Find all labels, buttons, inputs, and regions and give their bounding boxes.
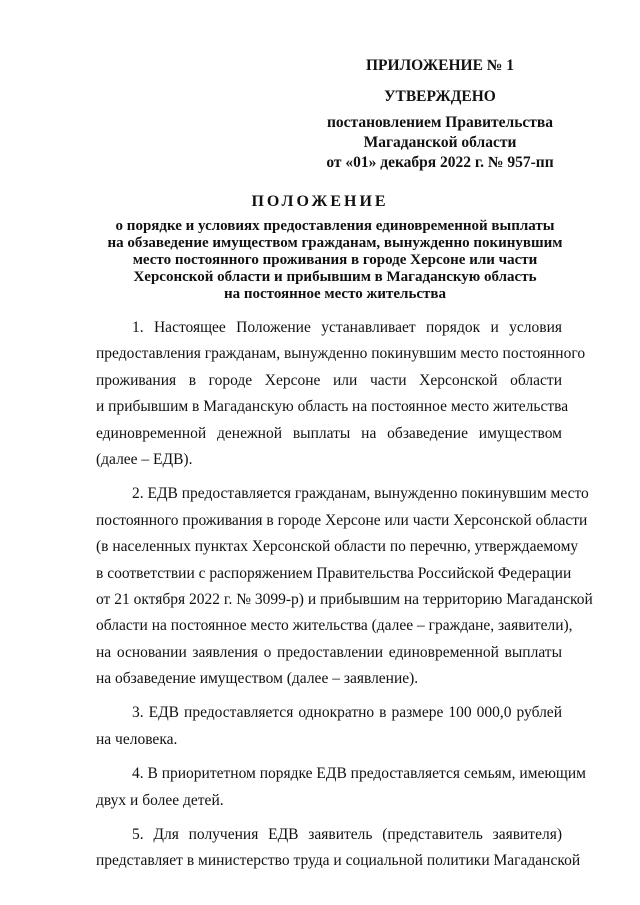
paragraph-line: постоянного проживания в городе Херсоне или части Херсонской области <box>96 511 588 529</box>
document-body <box>96 315 593 883</box>
paragraph-line: предоставления гражданам, вынужденно покинувшим место постоянного <box>96 345 586 363</box>
paragraph-line: на обзаведение имуществом (далее – заявление). <box>96 670 419 688</box>
paragraph-line: представляет в министерство труда и социальной политики Магаданской <box>96 852 581 870</box>
paragraph-5 <box>96 822 581 875</box>
approval-line: постановлением Правительства <box>326 114 554 131</box>
paragraph-line: на основании заявления о предоставлении единовременной выплаты <box>96 643 562 661</box>
paragraph-4 <box>96 761 586 814</box>
document-title: ПОЛОЖЕНИЕ <box>251 193 389 210</box>
paragraph-line: 2. ЕДВ предоставляется гражданам, вынужденно покинувшим место <box>132 485 589 503</box>
paragraph-line: (в населенных пунктах Херсонской области по перечню, утверждаемому <box>96 538 579 556</box>
paragraph-line: 5. Для получения ЕДВ заявитель (представитель заявителя) <box>132 826 562 844</box>
paragraph-line: единовременной денежной выплаты на обзаведение имуществом <box>96 424 562 442</box>
document-subtitle <box>92 218 578 303</box>
approved-label: УТВЕРЖДЕНО <box>384 88 496 105</box>
paragraph-line: от 21 октября 2022 г. № 3099-р) и прибывшим на территорию Магаданской <box>96 590 593 608</box>
approval-details <box>300 113 580 173</box>
paragraph-3 <box>96 700 562 753</box>
paragraph-line: и прибывшим в Магаданскую область на постоянное место жительства <box>96 398 569 416</box>
paragraph-line: 3. ЕДВ предоставляется однократно в размере 100 000,0 рублей <box>132 704 562 722</box>
subtitle-line: о порядке и условиях предоставления единовременной выплаты <box>115 218 555 234</box>
paragraph-line: 4. В приоритетном порядке ЕДВ предоставляется семьям, имеющим <box>132 765 586 783</box>
approval-line: Магаданской области <box>363 134 517 151</box>
subtitle-line: Херсонской области и прибывшим в Магаданскую область <box>133 269 537 285</box>
paragraph-line: 1. Настоящее Положение устанавливает порядок и условия <box>132 319 562 336</box>
paragraph-line: двух и более детей. <box>96 791 224 809</box>
approval-date-line: от «01» декабря 2022 г. № 957-пп <box>326 154 554 171</box>
paragraph-line: в соответствии с распоряжением Правительства Российской Федерации <box>96 564 572 582</box>
subtitle-line: место постоянного проживания в городе Херсоне или части <box>132 252 538 268</box>
paragraph-line: проживания в городе Херсоне или части Херсонской области <box>96 371 562 389</box>
appendix-label: ПРИЛОЖЕНИЕ № 1 <box>366 57 514 74</box>
paragraph-line: области на постоянное место жительства (далее – граждане, заявители), <box>96 617 573 635</box>
paragraph-line: (далее – ЕДВ). <box>96 450 193 468</box>
paragraph-line: на человека. <box>96 730 178 748</box>
paragraph-1 <box>96 315 586 473</box>
subtitle-line: на постоянное место жительства <box>223 286 447 302</box>
paragraph-2 <box>96 481 593 692</box>
subtitle-line: на обзаведение имуществом гражданам, вынужденно покинувшим <box>107 235 563 251</box>
